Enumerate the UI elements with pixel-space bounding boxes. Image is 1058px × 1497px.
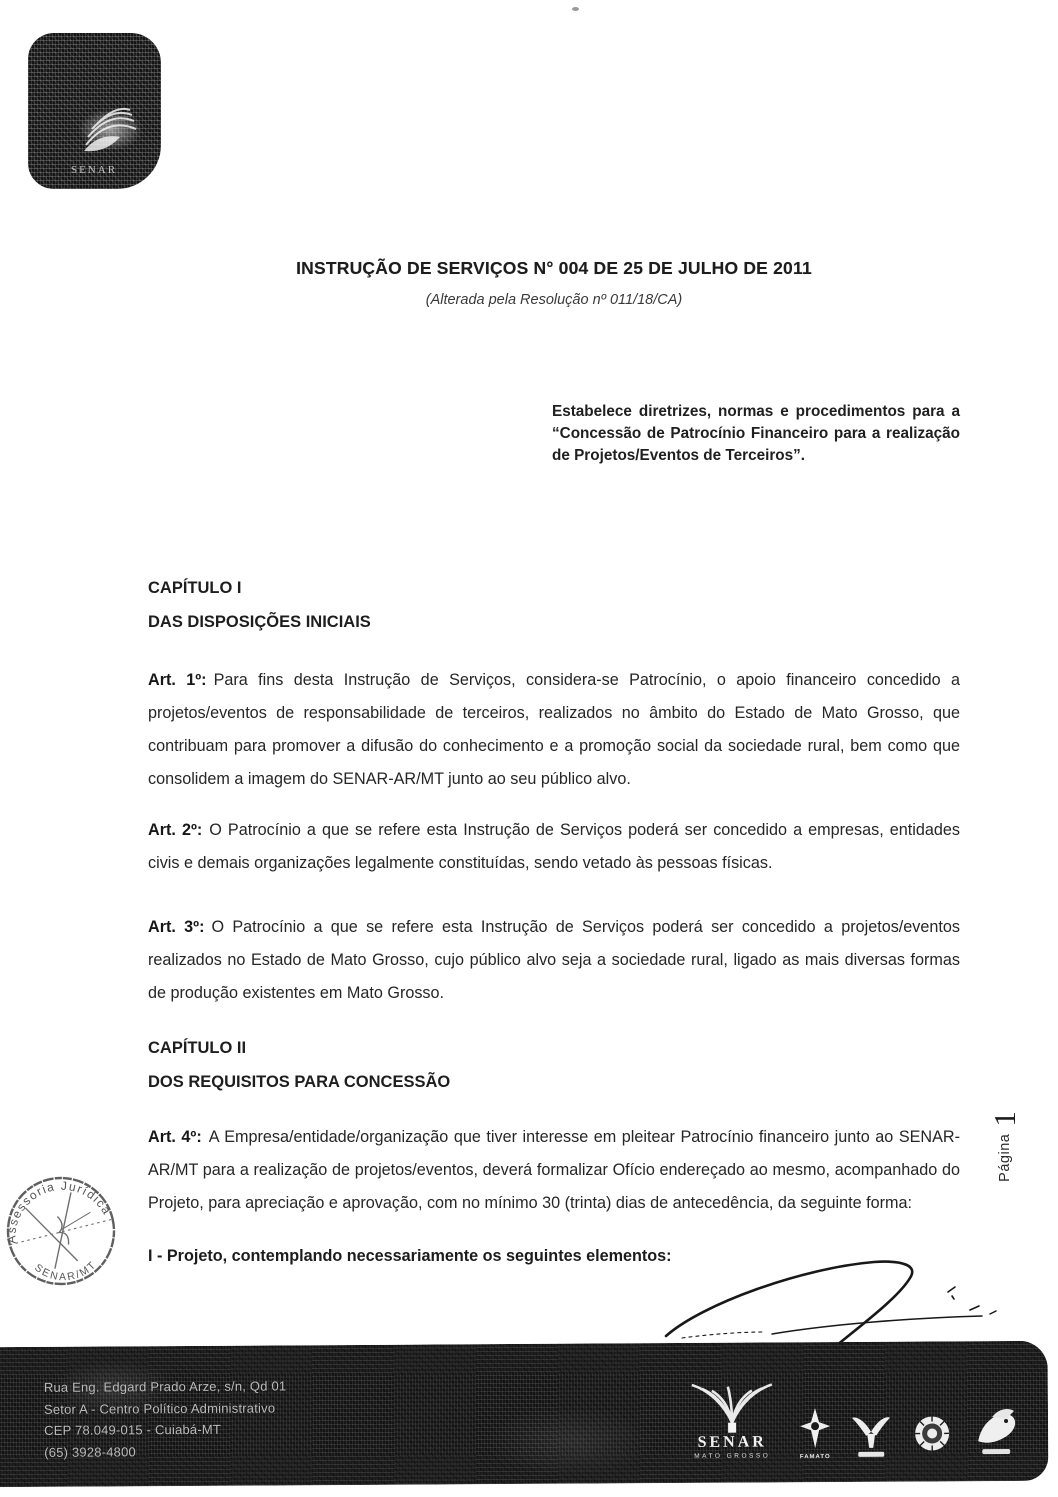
senar-header-logo: [28, 33, 161, 189]
footer-rosette-logo: [910, 1409, 954, 1461]
chapter-1-heading: CAPÍTULO I: [148, 579, 242, 597]
senar-logo-subtext: MATO GROSSO: [694, 1452, 771, 1460]
famato-star-icon: [798, 1404, 832, 1462]
footer-bird-logo: [972, 1407, 1020, 1461]
footer-senar-logo: [684, 1378, 781, 1463]
page-number-vertical: [952, 1092, 1056, 1200]
preamble: Estabelece diretrizes, normas e procedimentos para a “Concessão de Patrocínio Financeiro para a realização de Projetos/Eventos de Terceiros”.: [552, 403, 960, 464]
chapter-1: [148, 571, 960, 639]
page-number: 1: [986, 1110, 1022, 1127]
senar-fan-icon: [684, 1378, 781, 1463]
title-block: [148, 258, 960, 308]
chapter-2-subheading: DOS REQUISITOS PARA CONCESSÃO: [148, 1073, 451, 1091]
scan-speck: [572, 7, 579, 11]
stamp-arc-bottom-text: SENAR/MT: [32, 1258, 100, 1284]
footer-address-line1: Rua Eng. Edgard Prado Arze, s/n, Qd 01: [43, 1378, 287, 1395]
footer-address: [44, 1375, 287, 1462]
rosette-icon: [910, 1409, 954, 1461]
document-subtitle: (Alterada pela Resolução nº 011/18/CA): [425, 292, 683, 308]
chapter-2: [148, 1031, 960, 1099]
article-4-text: A Empresa/entidade/organização que tiver interesse em pleitear Patrocínio financeiro junto ao SENAR-AR/MT para a realização de projetos/eventos, deverá formalizar Ofício endereçado ao mesmo, acompanhado do Projeto, para apreciação e aprovação, com no mínimo 30 (trinta) dias de antecedência, da seguinte forma:: [148, 1128, 961, 1212]
juridical-stamp-icon: [0, 1155, 137, 1308]
footer-address-line2: Setor A - Centro Político Administrativo: [43, 1399, 276, 1417]
famato-logo-text: FAMATO: [799, 1454, 831, 1461]
chapter-1-subheading: DAS DISPOSIÇÕES INICIAIS: [148, 613, 371, 631]
article-2: [148, 814, 960, 880]
senar-header-logo-swoosh-icon: [28, 33, 161, 189]
svg-text:SENAR: SENAR: [70, 164, 118, 176]
bird-emblem-icon: [972, 1407, 1020, 1461]
footer-band: [0, 1341, 1048, 1487]
footer-winged-emblem-logo: [850, 1410, 892, 1462]
article-3-text: O Patrocínio a que se refere esta Instrução de Serviços poderá ser concedido a projetos/eventos realizados no Estado de Mato Grosso, cujo público alvo seja a sociedade rural, ligado as mais diversas formas de produção existentes em Mato Grosso.: [148, 918, 960, 1002]
article-1-text: Para fins desta Instrução de Serviços, considera-se Patrocínio, o apoio financeiro concedido a projetos/eventos de responsabilidade de terceiros, realizados no âmbito do Estado de Mato Grosso, que contribuam para promover a difusão do conhecimento e a promoção social da sociedade rural, bem como que consolidem a imagem do SENAR-AR/MT junto ao seu público alvo.: [148, 671, 961, 788]
article-1-label: Art. 1º:: [148, 671, 207, 689]
footer-famato-logo: [798, 1404, 832, 1462]
winged-emblem-icon: [850, 1410, 892, 1462]
footer-address-line4: (65) 3928-4800: [44, 1443, 136, 1460]
article-1: [148, 664, 960, 796]
chapter-2-heading: CAPÍTULO II: [148, 1039, 247, 1057]
svg-text:SENAR/MT: [30, 1248, 101, 1292]
juridical-stamp: [0, 1155, 137, 1308]
article-3-label: Art. 3º:: [148, 918, 205, 936]
article-2-text: O Patrocínio a que se refere esta Instrução de Serviços poderá ser concedido a empresas, entidades civis e demais organizações legalmente constituídas, sendo vetado às pessoas físicas.: [148, 821, 960, 872]
stamp-arc-top-text: Assessoria Jurídica: [4, 1178, 115, 1244]
footer-address-line3: CEP 78.049-015 - Cuiabá-MT: [44, 1421, 222, 1438]
article-2-label: Art. 2º:: [148, 821, 203, 839]
footer-logos: [684, 1375, 1021, 1463]
article-3: [148, 911, 960, 1010]
article-4-label: Art. 4º:: [148, 1128, 202, 1146]
document-title: INSTRUÇÃO DE SERVIÇOS N° 004 DE 25 DE JULHO DE 2011: [296, 258, 812, 278]
item-i: I - Projeto, contemplando necessariamente os seguintes elementos:: [148, 1247, 672, 1265]
page-label: Página: [996, 1133, 1012, 1182]
senar-logo-text: SENAR: [697, 1433, 767, 1451]
article-4: [148, 1121, 960, 1220]
